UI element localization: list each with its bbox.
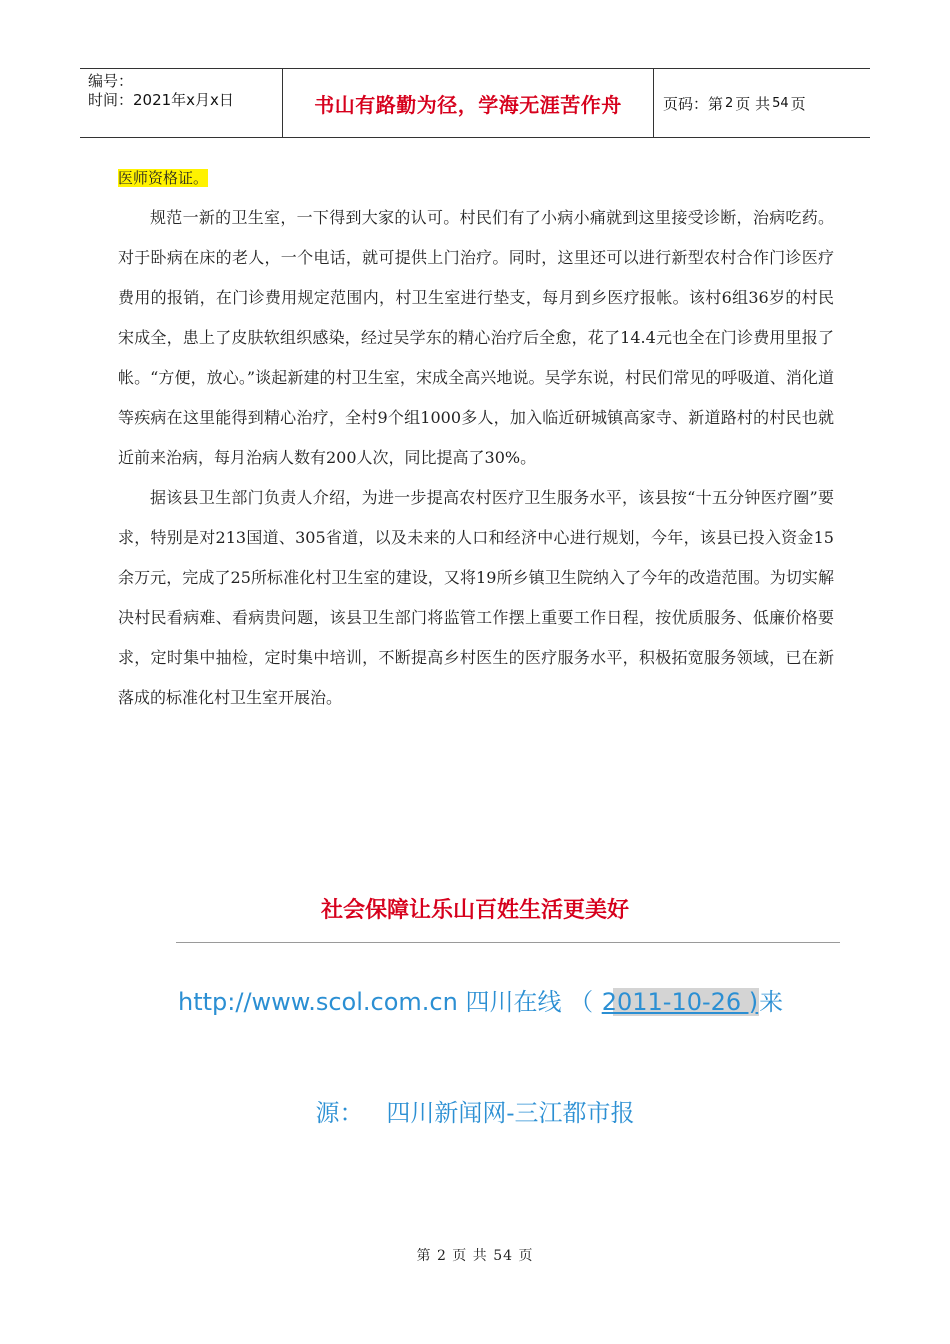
header-page-info bbox=[654, 69, 870, 137]
paragraph-2: 据该县卫生部门负责人介绍，为进一步提高农村医疗卫生服务水平，该县按“十五分钟医疗圈”要求，特别是对213国道、305省道，以及未来的人口和经济中心进行规划，今年，该县已投入资金15余万元，完成了25所标准化村卫生室的建设，又将19所乡镇卫生院纳入了今年的改造范围。为切实解决村民看病难、看病贵问题，该县卫生部门将监管工作摆上重要工作日程，按优质服务、低廉价格要求，定时集中抽检，定时集中培训，不断提高乡村医生的医疗服务水平，积极拓宽服务领域，已在新落成的标准化村卫生室开展治。 bbox=[118, 488, 834, 707]
code-label: 编号： bbox=[88, 72, 134, 90]
article-body bbox=[118, 163, 834, 718]
page-number: 2 bbox=[725, 95, 734, 111]
paragraph-1: 规范一新的卫生室，一下得到大家的认可。村民们有了小病小痛就到这里接受诊断，治病吃药。对于卧病在床的老人，一个电话，就可提供上门治疗。同时，这里还可以进行新型农村合作门诊医疗费用的报销，在门诊费用规定范围内，村卫生室进行垫支，每月到乡医疗报帐。该村6组36岁的村民宋成全，患上了皮肤软组织感染，经过吴学东的精心治疗后全愈，花了14.4元也全在门诊费用里报了帐。“方便，放心。”谈起新建的村卫生室，宋成全高兴地说。吴学东说，村民们常见的呼吸道、消化道等疾病在这里能得到精心治疗，全村9个组1000多人，加入临近研城镇高家寺、新道路村的村民也就近前来治病，每月治病人数有200人次，同比提高了30%。 bbox=[118, 208, 834, 467]
source-site: 四川在线 （ bbox=[457, 988, 601, 1016]
article-title: 社会保障让乐山百姓生活更美好 bbox=[320, 898, 629, 923]
page-total: 54 bbox=[772, 95, 789, 111]
page-prefix: 页码：第 bbox=[663, 94, 724, 113]
header-motto: 书山有路勤为径，学海无涯苦作舟 bbox=[282, 69, 654, 137]
header-table bbox=[80, 68, 870, 138]
highlighted-line bbox=[118, 163, 834, 193]
page-suffix: 页 bbox=[790, 94, 806, 113]
source-date: 2011-10-26 ) bbox=[601, 988, 759, 1016]
page-mid: 页 共 bbox=[735, 94, 771, 113]
source-label: 源： bbox=[315, 1099, 364, 1127]
source-attribution bbox=[0, 1093, 950, 1128]
date-label: 时间：2021年x月x日 bbox=[88, 91, 234, 109]
page-footer: 第 2 页 共 54 页 bbox=[416, 1248, 534, 1264]
title-divider bbox=[176, 942, 840, 943]
header-meta bbox=[80, 69, 282, 137]
highlight-text: 医师资格证。 bbox=[118, 169, 209, 187]
source-line bbox=[178, 982, 783, 1017]
source-lai: 来 bbox=[759, 988, 784, 1016]
source-url-link[interactable]: http://www.scol.com.cn bbox=[178, 988, 458, 1016]
source-value: 四川新闻网-三江都市报 bbox=[386, 1099, 635, 1127]
